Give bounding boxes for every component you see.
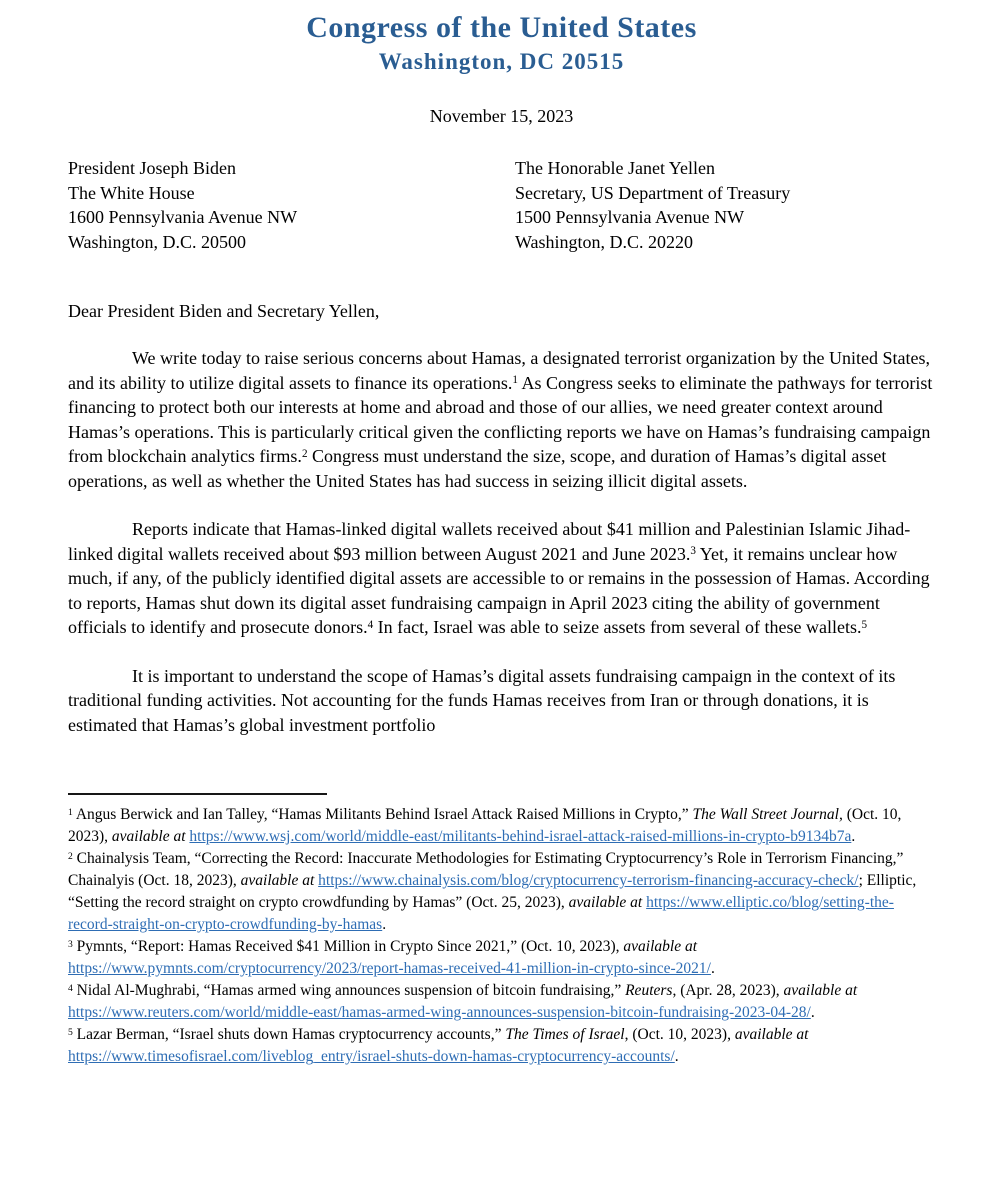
footnote-marker: 2	[301, 447, 308, 460]
text-run: .	[851, 828, 856, 845]
address-line: Secretary, US Department of Treasury	[515, 182, 791, 203]
footnote-marker: 4	[367, 618, 374, 631]
text-run: Pymnts, “Report: Hamas Received $41 Million in Crypto Since 2021,” (Oct. 10, 2023),	[72, 938, 624, 955]
text-run: .	[810, 1004, 815, 1021]
text-run: .	[382, 916, 387, 933]
text-run: ; Elliptic, “Setting the record straight on crypto crowdfunding by Hamas” (Oct. 25, 2023),	[68, 872, 917, 911]
italic-text: The Wall Street Journal,	[692, 806, 843, 823]
footnote-link[interactable]: https://www.reuters.com/world/middle-east/hamas-armed-wing-announces-suspension-bitcoin-fundraising-2023-04-28/	[68, 1004, 811, 1021]
address-line: The Honorable Janet Yellen	[515, 158, 715, 178]
text-run: .	[674, 1048, 679, 1065]
body-paragraph	[68, 517, 935, 640]
footnote-marker: 5	[861, 618, 868, 631]
footnote-link[interactable]: https://www.pymnts.com/cryptocurrency/2023/report-hamas-received-41-million-in-crypto-since-2021/	[68, 960, 711, 977]
letterhead	[68, 10, 935, 75]
salutation: Dear President Biden and Secretary Yellen,	[68, 301, 380, 321]
text-run: In fact, Israel was able to seize assets from several of these wallets.	[373, 617, 862, 637]
address-line: Washington, D.C. 20500	[68, 231, 247, 252]
text-run: We write today to raise serious concerns about Hamas, a designated terrorist organization by the United States, and its ability to utilize digital assets to finance its operations.	[68, 348, 930, 393]
footnotes-section	[68, 793, 935, 1068]
footnote	[68, 848, 935, 936]
text-run: It is important to understand the scope of Hamas’s digital assets fundraising campaign in the context of its traditional funding activities. Not accounting for the funds Hamas receives from Iran or through donations, it is estimated that Hamas’s global investment portfolio	[68, 665, 896, 735]
text-run: , (Apr. 28, 2023),	[672, 982, 784, 999]
recipient-secretary	[515, 156, 935, 254]
footnote-marker: 5	[68, 1026, 73, 1038]
body-paragraph	[68, 346, 935, 493]
address-line: 1600 Pennsylvania Avenue NW	[68, 207, 298, 227]
address-line: 1500 Pennsylvania Avenue NW	[515, 207, 745, 227]
italic-text: available at	[783, 982, 858, 999]
footnote-marker: 4	[68, 982, 73, 994]
footnote-marker: 3	[68, 938, 73, 950]
text-run: (Oct. 10, 2023),	[68, 806, 902, 845]
italic-text: available at	[240, 872, 315, 889]
text-run: Chainalysis Team, “Correcting the Record: Inaccurate Methodologies for Estimating Cryptocurrency’s Role in Terrorism Financing,” Chainalyis (Oct. 18, 2023),	[68, 850, 904, 889]
address-line: The White House	[68, 182, 195, 203]
footnote-marker: 2	[68, 850, 73, 862]
footnote	[68, 1024, 935, 1068]
letterhead-title: Congress of the United States	[306, 11, 697, 44]
footnote-link[interactable]: https://www.timesofisrael.com/liveblog_entry/israel-shuts-down-hamas-cryptocurrency-accounts/	[68, 1048, 675, 1065]
footnote-marker: 1	[512, 374, 518, 387]
text-run: .	[710, 960, 715, 977]
footnote-marker: 3	[690, 545, 696, 558]
italic-text: available at	[111, 828, 186, 845]
footnote	[68, 804, 935, 848]
footnote-link[interactable]: https://www.elliptic.co/blog/setting-the-record-straight-on-crypto-crowdfunding-by-hamas	[68, 894, 894, 933]
text-run: Reports indicate that Hamas-linked digital wallets received about $41 million and Palestinian Islamic Jihad-linked digital wallets received about $93 million between August 2021 and June 2023.	[68, 519, 911, 564]
italic-text: available at	[623, 938, 698, 955]
address-line: President Joseph Biden	[68, 158, 236, 178]
body-paragraph	[68, 664, 935, 738]
footnote-marker: 1	[68, 806, 73, 818]
text-run: Nidal Al-Mughrabi, “Hamas armed wing announces suspension of bitcoin fundraising,”	[72, 982, 626, 999]
italic-text: Reuters	[625, 982, 673, 999]
text-run: , (Oct. 10, 2023),	[624, 1026, 735, 1043]
letter-date: November 15, 2023	[429, 106, 574, 126]
recipient-blocks	[68, 156, 935, 254]
text-run: Lazar Berman, “Israel shuts down Hamas cryptocurrency accounts,”	[72, 1026, 506, 1043]
letterhead-address: Washington, DC 20515	[378, 49, 625, 74]
footnote-link[interactable]: https://www.chainalysis.com/blog/cryptocurrency-terrorism-financing-accuracy-check/	[318, 872, 859, 889]
recipient-president	[68, 156, 515, 254]
text-run: Angus Berwick and Ian Talley, “Hamas Militants Behind Israel Attack Raised Millions in Crypto,”	[72, 806, 693, 823]
letter-body	[68, 346, 935, 737]
footnote-separator	[68, 793, 327, 795]
text-run: Yet, it remains unclear how much, if any, of the publicly identified digital assets are accessible to or remains in the possession of Hamas. According to reports, Hamas shut down its digital asset fundraising campaign in April 2023 citing the ability of government officials to identify and prosecute donors.	[68, 543, 930, 637]
text-run: As Congress seeks to eliminate the pathways for terrorist financing to protect both our interests at home and abroad and those of our allies, we need greater context around Hamas’s operations. This is particularly critical given the conflicting reports we have on Hamas’s fundraising campaign from blockchain analytics firms.	[68, 372, 933, 466]
address-line: Washington, D.C. 20220	[515, 231, 694, 252]
footnote	[68, 980, 935, 1024]
footnote	[68, 936, 935, 980]
text-run: Congress must understand the size, scope, and duration of Hamas’s digital asset operations, as well as whether the United States has had success in seizing illicit digital assets.	[68, 446, 887, 491]
italic-text: available at	[734, 1026, 809, 1043]
footnote-link[interactable]: https://www.wsj.com/world/middle-east/militants-behind-israel-attack-raised-millions-in-crypto-b9134b7a	[189, 828, 852, 845]
italic-text: available at	[568, 894, 643, 911]
italic-text: The Times of Israel	[505, 1026, 625, 1043]
